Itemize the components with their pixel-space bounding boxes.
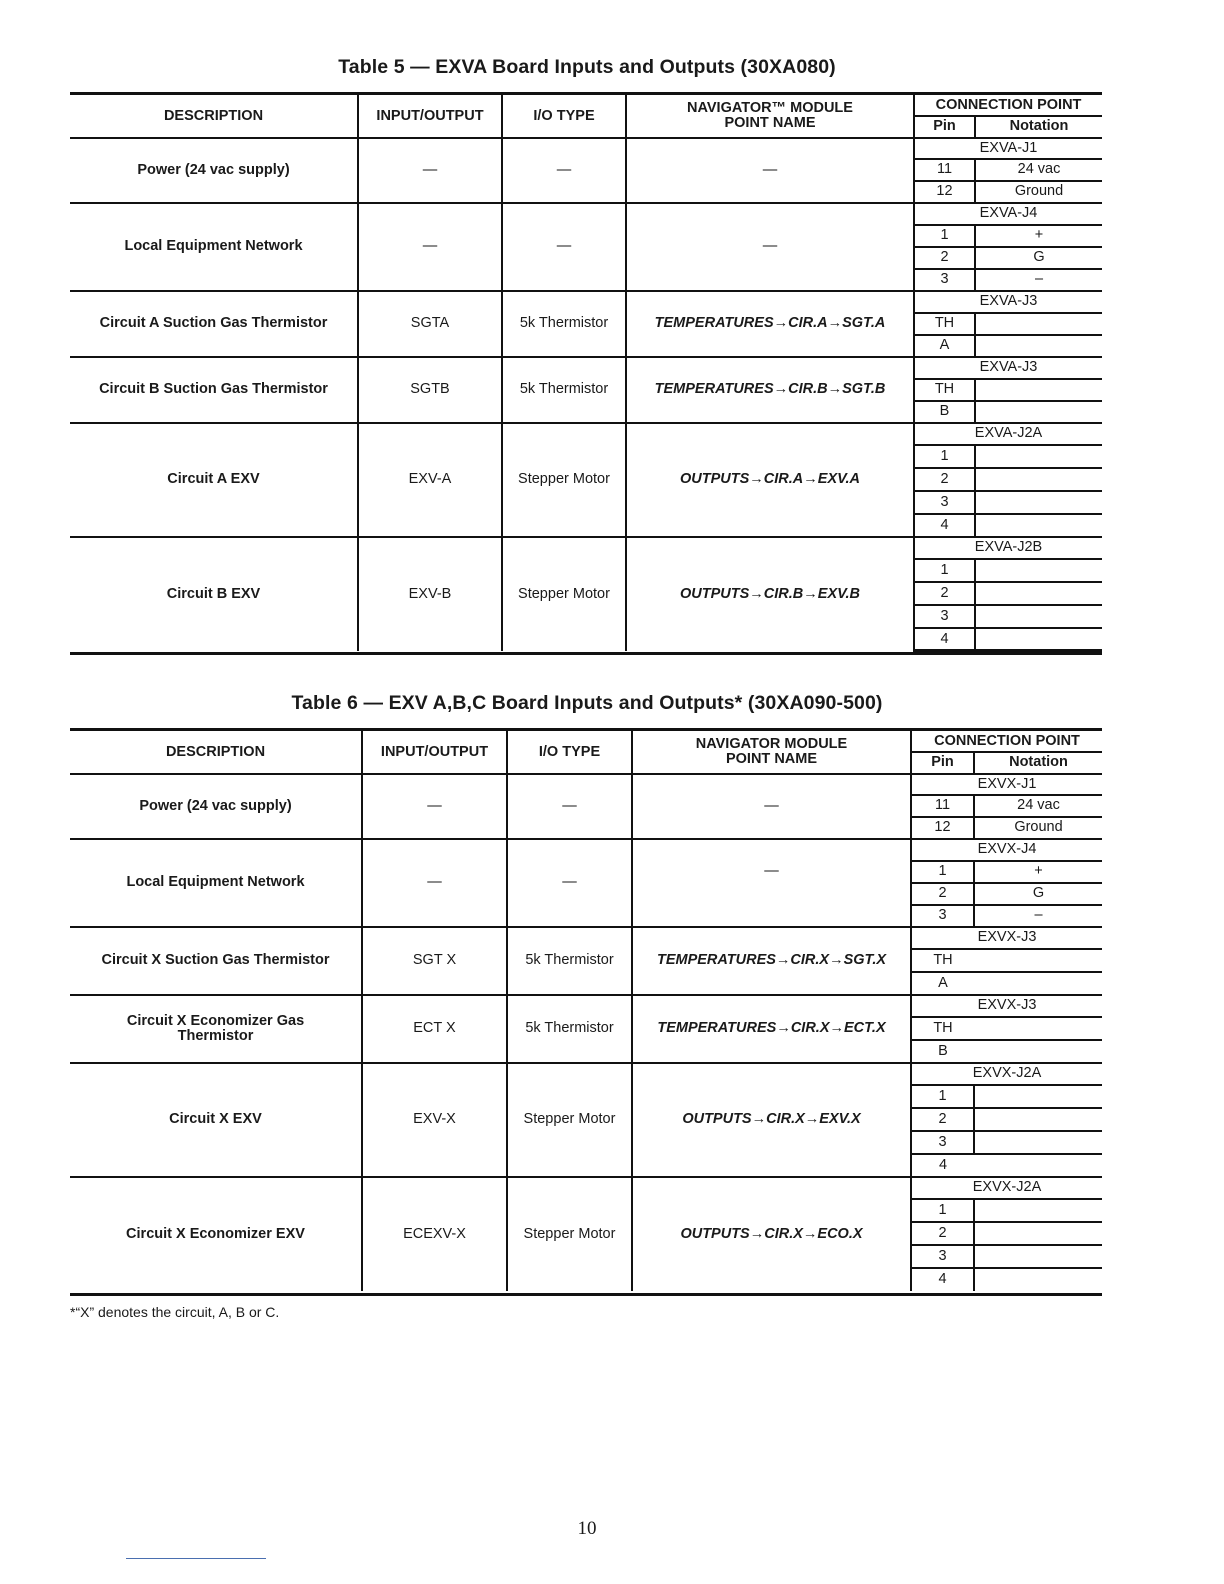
connector-label: EXVA-J2A: [914, 423, 1102, 445]
row-io-type: Stepper Motor: [507, 1063, 632, 1177]
notation: [975, 401, 1102, 423]
pin: 2: [911, 1108, 974, 1131]
notation: [974, 1245, 1102, 1268]
notation: +: [974, 861, 1102, 883]
header-navigator: [626, 94, 914, 138]
header-connection-point: CONNECTION POINT: [911, 730, 1102, 752]
row-navigator-point: OUTPUTS→CIR.X→EXV.X: [632, 1063, 911, 1177]
notation: G: [975, 247, 1102, 269]
pin: 4: [914, 628, 975, 651]
pin: TH: [911, 949, 974, 972]
pin: 12: [914, 181, 975, 203]
row-input-output: —: [358, 138, 502, 203]
row-description: [70, 995, 362, 1063]
pin: TH: [914, 379, 975, 401]
table5-title: Table 5 — EXVA Board Inputs and Outputs (30XA080): [338, 56, 836, 78]
pin: 2: [914, 247, 975, 269]
row-description: Power (24 vac supply): [70, 138, 358, 203]
notation: [974, 1154, 1102, 1177]
row-navigator-point: TEMPERATURES→CIR.B→SGT.B: [626, 357, 914, 423]
connector-label: EXVX-J3: [911, 927, 1102, 949]
row-io-type: —: [507, 774, 632, 839]
header-notation: Notation: [975, 116, 1102, 138]
pin: 1: [914, 559, 975, 582]
row-input-output: ECEXV-X: [362, 1177, 507, 1291]
pin: 12: [911, 817, 974, 839]
notation: [974, 1108, 1102, 1131]
footnote: *“X” denotes the circuit, A, B or C.: [70, 1304, 280, 1320]
pin: TH: [911, 1017, 974, 1040]
notation: [975, 491, 1102, 514]
row-input-output: SGTB: [358, 357, 502, 423]
notation: [974, 1085, 1102, 1108]
pin: 3: [914, 491, 975, 514]
notation: [974, 1222, 1102, 1245]
pin: 3: [911, 905, 974, 927]
connector-label: EXVA-J4: [914, 203, 1102, 225]
notation: Ground: [975, 181, 1102, 203]
header-input-output: INPUT/OUTPUT: [362, 730, 507, 774]
page-number: 10: [577, 1518, 597, 1539]
pin: B: [911, 1040, 974, 1063]
row-navigator-point: TEMPERATURES→CIR.A→SGT.A: [626, 291, 914, 357]
pin: 4: [914, 514, 975, 537]
notation: [974, 972, 1102, 995]
pin: 2: [914, 582, 975, 605]
pin: 3: [911, 1131, 974, 1154]
row-description: Circuit X EXV: [70, 1063, 362, 1177]
notation: [975, 559, 1102, 582]
header-description: DESCRIPTION: [70, 730, 362, 774]
connector-label: EXVX-J1: [911, 774, 1102, 795]
header-io-type: I/O TYPE: [507, 730, 632, 774]
header-navigator-line2: POINT NAME: [725, 750, 818, 767]
notation: [974, 1268, 1102, 1291]
row-io-type: 5k Thermistor: [502, 357, 626, 423]
pin: 1: [911, 1085, 974, 1108]
notation: [974, 1131, 1102, 1154]
pin: TH: [914, 313, 975, 335]
row-navigator-point: TEMPERATURES→CIR.X→SGT.X: [632, 927, 911, 995]
row-input-output: —: [362, 774, 507, 839]
row-input-output: SGT X: [362, 927, 507, 995]
pin: 4: [911, 1268, 974, 1291]
row-io-type: Stepper Motor: [502, 423, 626, 537]
connector-label: EXVA-J2B: [914, 537, 1102, 559]
table6-bottom-rule: [70, 1293, 1102, 1296]
pin: A: [911, 972, 974, 995]
notation: [975, 313, 1102, 335]
pin: B: [914, 401, 975, 423]
table5-bottom-rule: [70, 652, 1102, 655]
header-navigator: [632, 730, 911, 774]
header-navigator-line2: POINT NAME: [724, 114, 816, 131]
connector-label: EXVX-J4: [911, 839, 1102, 861]
pin: 3: [914, 269, 975, 291]
notation: G: [974, 883, 1102, 905]
notation: 24 vac: [975, 159, 1102, 181]
row-navigator-point: —: [626, 203, 914, 291]
pin: 3: [914, 605, 975, 628]
header-input-output: INPUT/OUTPUT: [358, 94, 502, 138]
row-description: Circuit B Suction Gas Thermistor: [70, 357, 358, 423]
notation: –: [974, 905, 1102, 927]
connector-label: EXVX-J3: [911, 995, 1102, 1017]
row-description: Local Equipment Network: [70, 839, 362, 927]
pin: 2: [911, 1222, 974, 1245]
header-connection-point: CONNECTION POINT: [914, 94, 1102, 116]
pin: 11: [914, 159, 975, 181]
notation: +: [975, 225, 1102, 247]
notation: Ground: [974, 817, 1102, 839]
row-input-output: —: [358, 203, 502, 291]
connector-label: EXVA-J3: [914, 357, 1102, 379]
table5: [70, 92, 1102, 652]
row-io-type: —: [507, 839, 632, 927]
table6: [70, 728, 1102, 1291]
row-navigator-point: —: [632, 839, 911, 927]
pin: 1: [914, 445, 975, 468]
connector-label: EXVA-J1: [914, 138, 1102, 159]
row-input-output: ECT X: [362, 995, 507, 1063]
notation: [975, 514, 1102, 537]
notation: 24 vac: [974, 795, 1102, 817]
pin: 2: [911, 883, 974, 905]
row-input-output: EXV-X: [362, 1063, 507, 1177]
notation: [974, 1199, 1102, 1222]
notation: [974, 1017, 1102, 1040]
connector-label: EXVA-J3: [914, 291, 1102, 313]
header-notation: Notation: [974, 752, 1102, 774]
row-description-line2: Thermistor: [177, 1027, 254, 1044]
notation: [975, 445, 1102, 468]
row-io-type: —: [502, 138, 626, 203]
row-description: Circuit A EXV: [70, 423, 358, 537]
row-input-output: EXV-B: [358, 537, 502, 651]
header-navigator-line1: NAVIGATOR MODULE: [695, 736, 848, 753]
row-navigator-point: —: [626, 138, 914, 203]
notation: [975, 379, 1102, 401]
row-io-type: Stepper Motor: [502, 537, 626, 651]
notation: –: [975, 269, 1102, 291]
table6-title: Table 6 — EXV A,B,C Board Inputs and Outputs* (30XA090-500): [291, 692, 883, 714]
row-input-output: SGTA: [358, 291, 502, 357]
connector-label: EXVX-J2A: [911, 1177, 1102, 1199]
row-navigator-point: OUTPUTS→CIR.A→EXV.A: [626, 423, 914, 537]
row-navigator-point: OUTPUTS→CIR.X→ECO.X: [632, 1177, 911, 1291]
row-io-type: 5k Thermistor: [502, 291, 626, 357]
row-description: Local Equipment Network: [70, 203, 358, 291]
row-description: Circuit A Suction Gas Thermistor: [70, 291, 358, 357]
header-description: DESCRIPTION: [70, 94, 358, 138]
notation: [974, 1040, 1102, 1063]
row-input-output: EXV-A: [358, 423, 502, 537]
row-navigator-point: —: [632, 774, 911, 839]
bottom-rule: [126, 1558, 266, 1559]
row-navigator-point: OUTPUTS→CIR.B→EXV.B: [626, 537, 914, 651]
notation: [975, 605, 1102, 628]
row-description: Circuit X Economizer EXV: [70, 1177, 362, 1291]
notation: [975, 468, 1102, 491]
notation: [975, 582, 1102, 605]
row-io-type: 5k Thermistor: [507, 995, 632, 1063]
pin: A: [914, 335, 975, 357]
row-description: Circuit X Suction Gas Thermistor: [70, 927, 362, 995]
connector-label: EXVX-J2A: [911, 1063, 1102, 1085]
row-io-type: —: [502, 203, 626, 291]
header-pin: Pin: [914, 116, 975, 138]
row-description: Power (24 vac supply): [70, 774, 362, 839]
row-description-line1: Circuit X Economizer Gas: [126, 1013, 305, 1029]
row-io-type: 5k Thermistor: [507, 927, 632, 995]
pin: 1: [911, 1199, 974, 1222]
pin: 11: [911, 795, 974, 817]
notation: [975, 628, 1102, 651]
notation: [974, 949, 1102, 972]
row-description: Circuit B EXV: [70, 537, 358, 651]
pin: 1: [914, 225, 975, 247]
header-io-type: I/O TYPE: [502, 94, 626, 138]
row-navigator-point: TEMPERATURES→CIR.X→ECT.X: [632, 995, 911, 1063]
pin: 1: [911, 861, 974, 883]
row-input-output: —: [362, 839, 507, 927]
notation: [975, 335, 1102, 357]
header-pin: Pin: [911, 752, 974, 774]
header-navigator-line1: NAVIGATOR™ MODULE: [687, 100, 853, 117]
pin: 2: [914, 468, 975, 491]
pin: 3: [911, 1245, 974, 1268]
row-io-type: Stepper Motor: [507, 1177, 632, 1291]
pin: 4: [911, 1154, 974, 1177]
